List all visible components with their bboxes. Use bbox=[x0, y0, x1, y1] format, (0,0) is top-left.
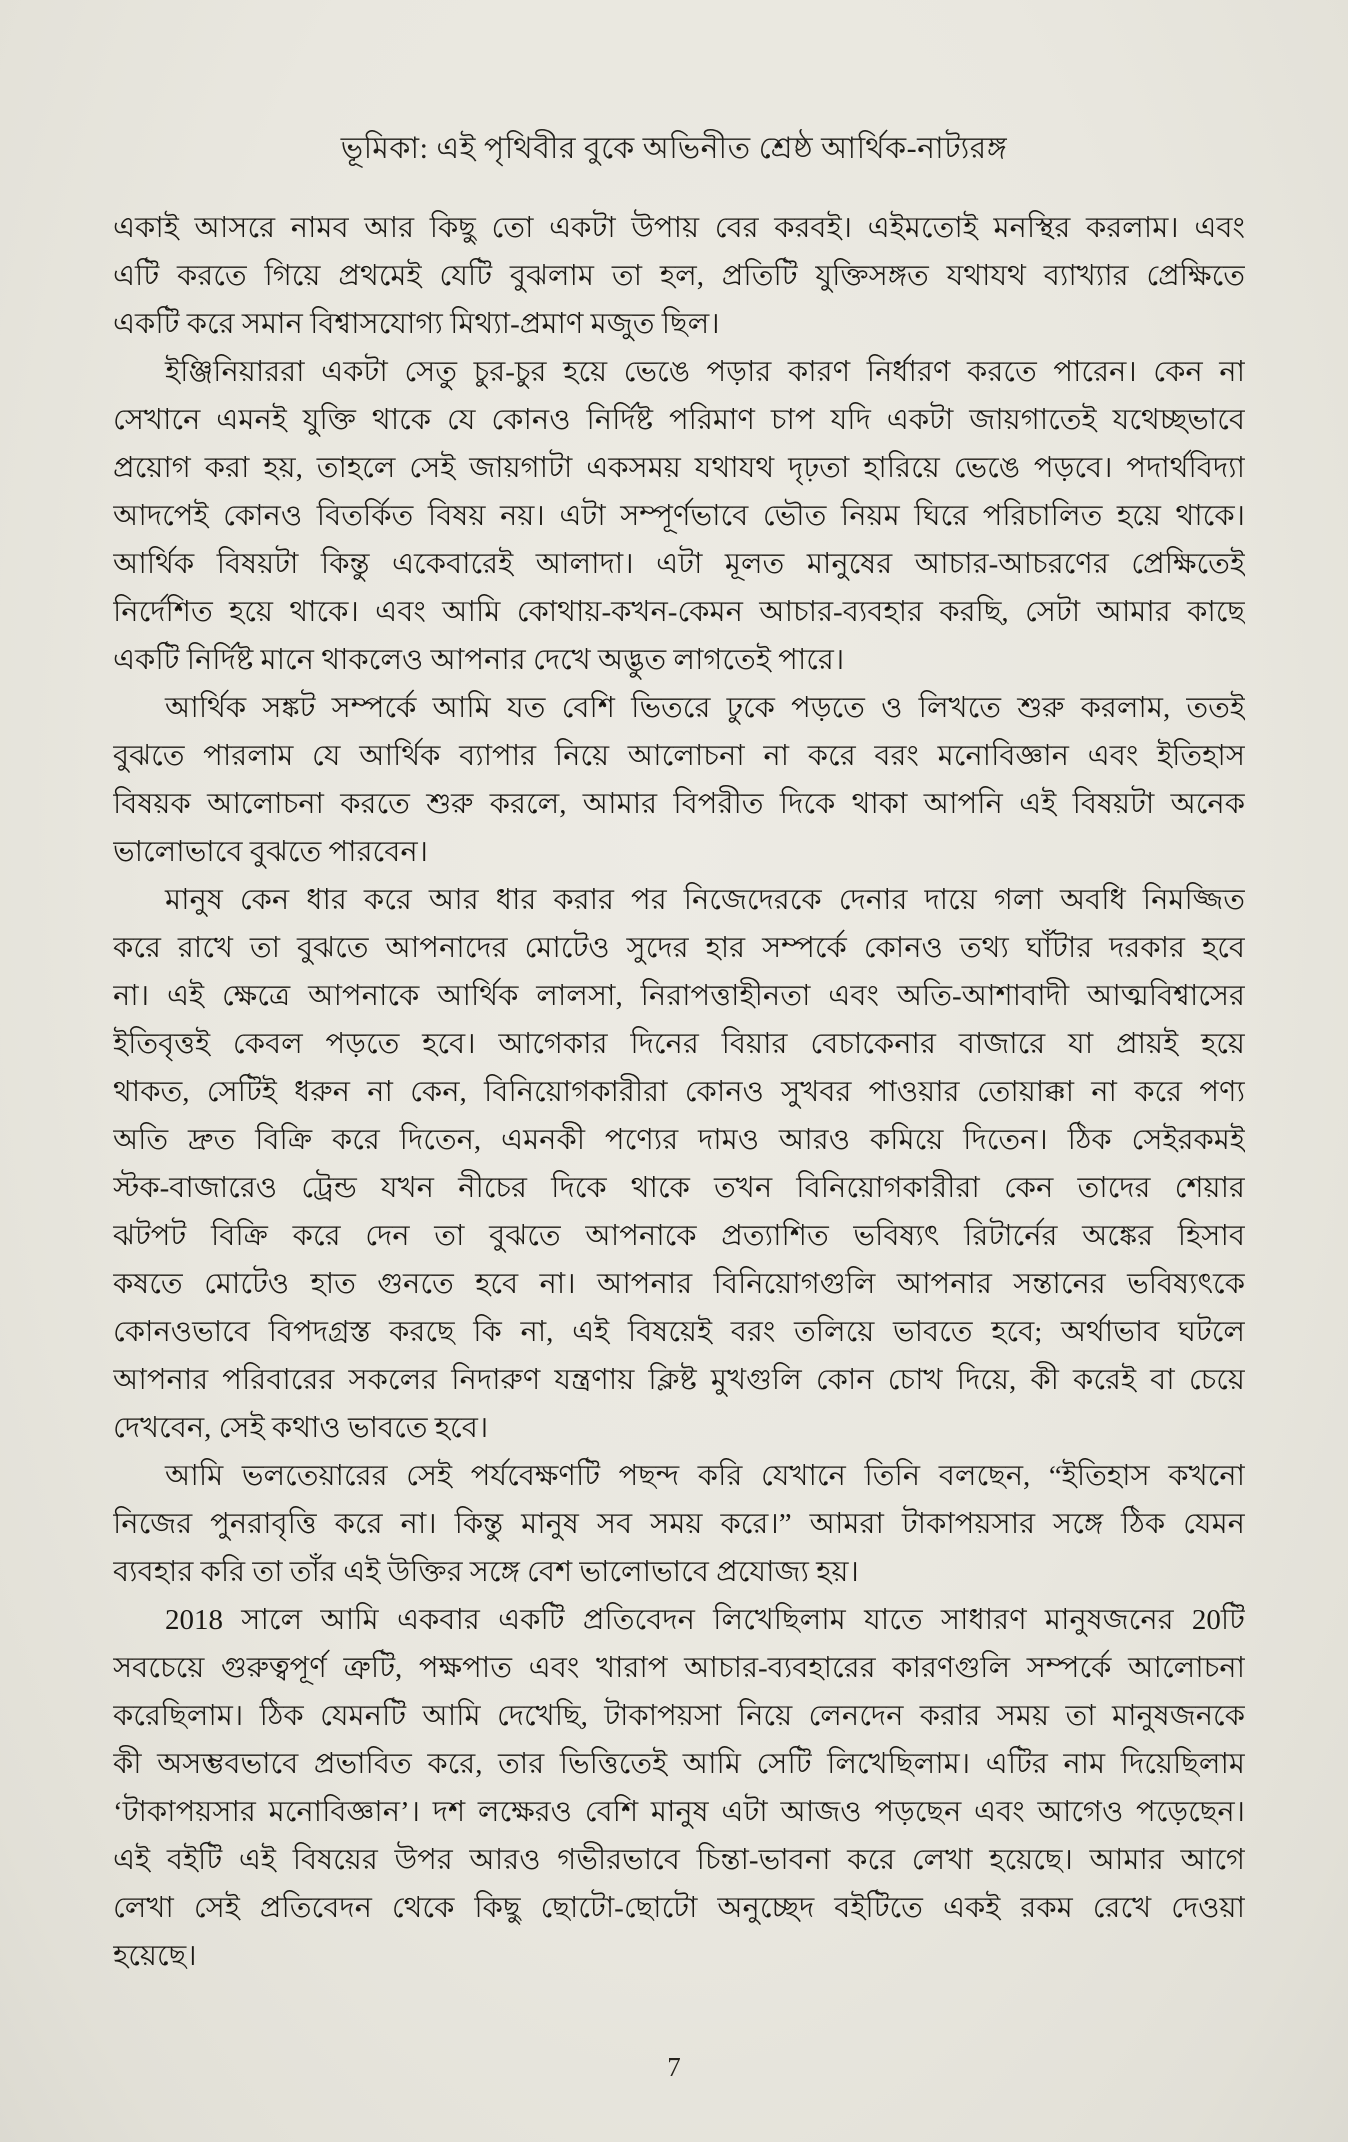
paragraph bbox=[113, 876, 1245, 1452]
text-line: নিজের পুনরাবৃত্তি করে না। কিন্তু মানুষ সব সময় করে।” আমরা টাকাপয়সার সঙ্গে ঠিক যেমন bbox=[113, 1508, 1245, 1540]
text-line: আর্থিক সঙ্কট সম্পর্কে আমি যত বেশি ভিতরে ঢুকে পড়তে ও লিখতে শুরু করলাম, ততই bbox=[165, 692, 1245, 724]
paragraph bbox=[113, 1596, 1245, 1980]
text-line: অতি দ্রুত বিক্রি করে দিতেন, এমনকী পণ্যের দামও আরও কমিয়ে দিতেন। ঠিক সেইরকমই bbox=[113, 1124, 1245, 1156]
body-text bbox=[113, 204, 1245, 1980]
text-line: ব্যবহার করি তা তাঁর এই উক্তির সঙ্গে বেশ ভালোভাবে প্রযোজ্য হয়। bbox=[113, 1556, 859, 1588]
text-line: একটি করে সমান বিশ্বাসযোগ্য মিথ্যা-প্রমাণ মজুত ছিল। bbox=[113, 308, 720, 340]
text-line: ভালোভাবে বুঝতে পারবেন। bbox=[113, 836, 429, 868]
text-line: একটি নির্দিষ্ট মানে থাকলেও আপনার দেখে অদ্ভুত লাগতেই পারে। bbox=[113, 644, 845, 676]
text-line: 2018 সালে আমি একবার একটি প্রতিবেদন লিখেছিলাম যাতে সাধারণ মানুষজনের 20টি bbox=[165, 1604, 1245, 1636]
text-line: করে রাখে তা বুঝতে আপনাদের মোটেও সুদের হার সম্পর্কে কোনও তথ্য ঘাঁটার দরকার হবে bbox=[113, 932, 1245, 964]
text-line: বিষয়ক আলোচনা করতে শুরু করলে, আমার বিপরীত দিকে থাকা আপনি এই বিষয়টা অনেক bbox=[113, 788, 1245, 820]
chapter-header: ভূমিকা: এই পৃথিবীর বুকে অভিনীত শ্রেষ্ঠ আর্থিক-নাট্যরঙ্গ bbox=[340, 132, 1008, 165]
paragraph bbox=[113, 204, 1245, 348]
text-line: করেছিলাম। ঠিক যেমনটি আমি দেখেছি, টাকাপয়সা নিয়ে লেনদেন করার সময় তা মানুষজনকে bbox=[113, 1700, 1245, 1732]
paragraph bbox=[113, 1452, 1245, 1596]
text-line: দেখবেন, সেই কথাও ভাবতে হবে। bbox=[113, 1412, 489, 1444]
text-line: লেখা সেই প্রতিবেদন থেকে কিছু ছোটো-ছোটো অনুচ্ছেদ বইটিতে একই রকম রেখে দেওয়া bbox=[113, 1892, 1245, 1924]
text-line: নির্দেশিত হয়ে থাকে। এবং আমি কোথায়-কখন-কেমন আচার-ব্যবহার করছি, সেটা আমার কাছে bbox=[113, 596, 1245, 628]
text-line: থাকত, সেটিই ধরুন না কেন, বিনিয়োগকারীরা কোনও সুখবর পাওয়ার তোয়াক্কা না করে পণ্য bbox=[113, 1076, 1245, 1108]
text-line: কী অসম্ভবভাবে প্রভাবিত করে, তার ভিত্তিতেই আমি সেটি লিখেছিলাম। এটির নাম দিয়েছিলাম bbox=[113, 1748, 1245, 1780]
text-line: মানুষ কেন ধার করে আর ধার করার পর নিজেদেরকে দেনার দায়ে গলা অবধি নিমজ্জিত bbox=[165, 884, 1245, 916]
text-line: হয়েছে। bbox=[113, 1940, 197, 1972]
text-line: প্রয়োগ করা হয়, তাহলে সেই জায়গাটা একসময় যথাযথ দৃঢ়তা হারিয়ে ভেঙে পড়বে। পদার্থবিদ্যা bbox=[113, 452, 1245, 484]
text-line: ইতিবৃত্তই কেবল পড়তে হবে। আগেকার দিনের বিয়ার বেচাকেনার বাজারে যা প্রায়ই হয়ে bbox=[113, 1028, 1245, 1060]
text-line: সবচেয়ে গুরুত্বপূর্ণ ত্রুটি, পক্ষপাত এবং খারাপ আচার-ব্যবহারের কারণগুলি সম্পর্কে আলোচনা bbox=[113, 1652, 1245, 1684]
text-line: একাই আসরে নামব আর কিছু তো একটা উপায় বের করবই। এইমতোই মনস্থির করলাম। এবং bbox=[113, 212, 1245, 244]
text-line: আপনার পরিবারের সকলের নিদারুণ যন্ত্রণায় ক্লিষ্ট মুখগুলি কোন চোখ দিয়ে, কী করেই বা চেয়ে bbox=[113, 1364, 1245, 1396]
text-line: আর্থিক বিষয়টা কিন্তু একেবারেই আলাদা। এটা মূলত মানুষের আচার-আচরণের প্রেক্ষিতেই bbox=[113, 548, 1245, 580]
text-line: ঝটপট বিক্রি করে দেন তা বুঝতে আপনাকে প্রত্যাশিত ভবিষ্যৎ রিটার্নের অঙ্কের হিসাব bbox=[113, 1220, 1245, 1252]
text-line: আদপেই কোনও বিতর্কিত বিষয় নয়। এটা সম্পূর্ণভাবে ভৌত নিয়ম ঘিরে পরিচালিত হয়ে থাকে। bbox=[113, 500, 1245, 532]
text-line: স্টক-বাজারেও ট্রেন্ড যখন নীচের দিকে থাকে তখন বিনিয়োগকারীরা কেন তাদের শেয়ার bbox=[113, 1172, 1245, 1204]
paragraph bbox=[113, 348, 1245, 684]
text-line: বুঝতে পারলাম যে আর্থিক ব্যাপার নিয়ে আলোচনা না করে বরং মনোবিজ্ঞান এবং ইতিহাস bbox=[113, 740, 1245, 772]
text-line: এটি করতে গিয়ে প্রথমেই যেটি বুঝলাম তা হল, প্রতিটি যুক্তিসঙ্গত যথাযথ ব্যাখ্যার প্রেক্ষিতে bbox=[113, 260, 1245, 292]
page-number: 7 bbox=[667, 2052, 681, 2082]
paragraph bbox=[113, 684, 1245, 876]
text-line: না। এই ক্ষেত্রে আপনাকে আর্থিক লালসা, নিরাপত্তাহীনতা এবং অতি-আশাবাদী আত্মবিশ্বাসের bbox=[113, 980, 1245, 1012]
text-line: আমি ভলতেয়ারের সেই পর্যবেক্ষণটি পছন্দ করি যেখানে তিনি বলছেন, “ইতিহাস কখনো bbox=[165, 1460, 1245, 1492]
text-line: কোনওভাবে বিপদগ্রস্ত করছে কি না, এই বিষয়েই বরং তলিয়ে ভাবতে হবে; অর্থাভাব ঘটলে bbox=[113, 1316, 1245, 1348]
text-line: এই বইটি এই বিষয়ের উপর আরও গভীরভাবে চিন্তা-ভাবনা করে লেখা হয়েছে। আমার আগে bbox=[113, 1844, 1245, 1876]
text-line: সেখানে এমনই যুক্তি থাকে যে কোনও নির্দিষ্ট পরিমাণ চাপ যদি একটা জায়গাতেই যথেচ্ছভাবে bbox=[113, 404, 1245, 436]
text-line: কষতে মোটেও হাত গুনতে হবে না। আপনার বিনিয়োগগুলি আপনার সন্তানের ভবিষ্যৎকে bbox=[113, 1268, 1245, 1300]
text-line: ইঞ্জিনিয়াররা একটা সেতু চুর-চুর হয়ে ভেঙে পড়ার কারণ নির্ধারণ করতে পারেন। কেন না bbox=[165, 356, 1245, 388]
text-line: ‘টাকাপয়সার মনোবিজ্ঞান’। দশ লক্ষেরও বেশি মানুষ এটা আজও পড়ছেন এবং আগেও পড়েছেন। bbox=[113, 1796, 1245, 1828]
